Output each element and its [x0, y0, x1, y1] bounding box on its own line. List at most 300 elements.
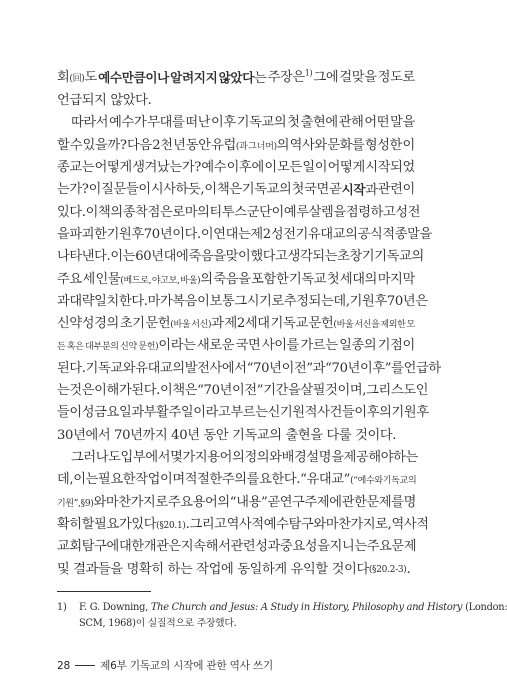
text-run: 의: [276, 138, 290, 153]
text-run: 국면: [235, 338, 261, 353]
word: [380, 315, 405, 334]
text-run: 2천: [152, 138, 173, 153]
text-run: 와: [93, 495, 106, 510]
text-run: 있다: [131, 517, 157, 532]
text-run: 관련성과: [230, 539, 281, 554]
text-run: 출현에: [300, 115, 338, 130]
body-line: [57, 181, 415, 200]
word: [282, 449, 307, 467]
word: [131, 516, 189, 535]
word: [57, 494, 81, 513]
text-run: 예수가: [109, 115, 147, 130]
word: [264, 516, 289, 535]
text-run: 첫: [326, 272, 340, 287]
word: [277, 159, 302, 177]
word: [378, 337, 415, 356]
word: [227, 159, 264, 177]
word: [267, 494, 279, 513]
text-run: 예수: [201, 160, 227, 175]
text-run: 일치한다.: [94, 294, 148, 309]
word: [292, 181, 304, 200]
text-run: 문헌: [308, 316, 334, 331]
footnote-ref: 1): [304, 68, 313, 78]
text-run: 할: [81, 517, 95, 532]
text-run: 이: [88, 182, 102, 197]
text-run: 그에: [313, 70, 339, 85]
text-run: 70년은: [386, 294, 428, 309]
word: [69, 226, 106, 244]
text-run: 군단이: [246, 205, 284, 220]
word: [325, 382, 366, 400]
text-run: 수: [69, 138, 83, 153]
body-line: [71, 114, 415, 132]
word: [57, 69, 97, 88]
word: [358, 226, 395, 244]
word: [326, 516, 392, 535]
word: [57, 404, 82, 422]
text-run: 정도로: [377, 70, 415, 85]
parenthetical-text: 대부분의: [85, 342, 119, 352]
text-run: 죽음을: [188, 249, 226, 264]
word: [226, 248, 288, 266]
body-line: [57, 226, 432, 244]
word: [89, 181, 101, 200]
word: [144, 226, 201, 244]
text-run: 년: [173, 138, 186, 153]
text-run: 마찬가지로: [105, 495, 168, 510]
word: [204, 181, 216, 200]
text-run: 질문들이: [101, 182, 151, 197]
text-run: .: [406, 562, 411, 577]
text-run: 사건들: [317, 405, 355, 420]
parenthetical-text: (바울: [333, 320, 354, 330]
text-run: 역사적: [226, 517, 264, 532]
text-run: 형성한: [364, 138, 403, 153]
word: [197, 337, 234, 356]
word: [406, 315, 414, 334]
text-run: 주장은: [267, 70, 305, 85]
word: [101, 181, 151, 200]
text-run: 주요: [167, 495, 193, 510]
word: [330, 538, 367, 556]
word: [366, 494, 403, 513]
word: [180, 271, 212, 290]
word: [94, 382, 131, 400]
running-part-title: 제6부 기독교의 시작에 관한 역사 쓰기: [100, 660, 273, 672]
parenthetical-text: 제외한: [380, 320, 406, 330]
text-run: 포함한: [251, 272, 289, 287]
text-run: 것이며,: [325, 383, 367, 398]
text-run: 기원후: [391, 405, 429, 420]
word: [339, 114, 364, 132]
text-run: 성금요일과: [81, 405, 144, 420]
text-run: 이: [200, 227, 214, 242]
word: [300, 471, 383, 490]
word: [360, 360, 404, 378]
word: [185, 114, 210, 132]
word: [106, 494, 168, 513]
text-run: 첫: [287, 115, 300, 130]
text-run: 예수: [263, 517, 289, 532]
text-run: 성전: [395, 205, 421, 220]
word: [135, 360, 185, 378]
text-run: 대한: [118, 539, 144, 554]
parenthetical-text: 그: [247, 142, 257, 152]
text-run: 그리고: [189, 517, 227, 532]
word: [313, 69, 338, 88]
text-run: 초창기: [337, 249, 375, 264]
word: [71, 449, 108, 467]
parenthetical-text: 바울): [180, 276, 201, 286]
word: [186, 137, 211, 156]
body-line: [71, 449, 418, 467]
text-run: 생겨났는가?: [132, 160, 201, 175]
footnote-1-line-1: [57, 601, 507, 615]
word: [339, 337, 376, 356]
text-run: 곧: [329, 182, 342, 197]
word: [325, 360, 360, 378]
text-run: 도: [84, 70, 97, 85]
text-run: 이후: [211, 115, 236, 130]
text-run: 배경: [281, 450, 307, 465]
word: [172, 382, 197, 400]
word: [306, 449, 343, 467]
word: [340, 271, 377, 290]
text-run: 확히: [57, 517, 82, 532]
word: [300, 382, 325, 400]
word: [383, 471, 417, 490]
text-run: 모든: [277, 160, 302, 175]
text-run: 명: [403, 495, 417, 510]
text-run: 무대를: [147, 115, 185, 130]
word: [120, 315, 145, 334]
text-run: 보통: [209, 294, 235, 309]
word: [284, 204, 346, 222]
text-run: 역사적: [391, 517, 429, 532]
text-run: 기독교의: [374, 249, 424, 264]
word: [365, 159, 415, 177]
text-run: 어떻게: [94, 160, 132, 175]
footnote-author: F. G. Downing,: [79, 602, 151, 613]
body-line: [57, 382, 429, 400]
text-run: 종교는: [57, 160, 95, 175]
text-run: 말을: [390, 115, 415, 130]
text-run: 작업이며: [135, 472, 185, 487]
text-run: 교회: [57, 539, 82, 554]
text-run: 나타낸다.: [57, 249, 111, 264]
emphasis-text: 알려지지: [170, 70, 218, 85]
word: [230, 404, 267, 422]
text-run: 신기원적: [267, 405, 318, 420]
text-run: 연대는: [213, 227, 251, 242]
word: [213, 226, 250, 244]
parenthetical-text: 서신): [191, 320, 212, 330]
text-run: “내용”: [229, 495, 268, 510]
word: [146, 315, 191, 334]
body-line: [57, 204, 421, 222]
word: [268, 404, 318, 422]
text-run: 이: [402, 138, 415, 153]
text-run: 시작되었: [365, 160, 415, 175]
word: [131, 382, 160, 400]
text-run: 시사하듯,: [150, 182, 205, 197]
text-run: 을: [57, 227, 70, 242]
word: [302, 159, 327, 177]
word: [185, 471, 222, 490]
text-run: 다음: [126, 138, 152, 153]
word: [366, 382, 428, 400]
word: [57, 360, 86, 378]
word: [230, 494, 268, 513]
text-run: 이라는: [158, 338, 196, 353]
text-run: 관한: [341, 495, 367, 510]
text-run: 세대의: [339, 272, 378, 287]
word: [82, 538, 119, 556]
text-run: 유럽: [211, 138, 236, 153]
word: [191, 315, 223, 334]
word: [189, 516, 226, 535]
word: [110, 248, 135, 266]
parenthetical-text: 신약: [120, 342, 137, 352]
word: [365, 137, 402, 156]
word: [147, 114, 184, 132]
word: [94, 516, 131, 535]
text-run: .: [185, 517, 190, 532]
word: [344, 449, 394, 467]
text-run: 예루살렘을: [283, 205, 346, 220]
text-run: 국면: [304, 182, 329, 197]
word: [390, 114, 415, 132]
word: [94, 293, 147, 311]
word: [152, 271, 180, 290]
footer-dash: [75, 665, 95, 666]
word: [82, 404, 144, 422]
word: [402, 137, 414, 156]
word: [57, 516, 82, 535]
body-line: [57, 494, 415, 513]
text-run: 30년에서 70년까지 40년 동안 기독교의 출현을 다룰 것이다.: [57, 428, 397, 443]
word: [127, 137, 152, 156]
word: [83, 137, 127, 156]
word: [135, 471, 185, 490]
parenthetical-text: (§20.1): [156, 521, 186, 531]
text-run: 몇: [170, 450, 183, 465]
word: [57, 137, 69, 156]
word: [247, 360, 282, 378]
word: [346, 204, 396, 222]
word: [290, 137, 327, 156]
text-run: 필요가: [94, 517, 132, 532]
word: [234, 293, 246, 311]
footnote-book-title: The Church and Jesus: A Study in History, Philosophy and History: [150, 602, 463, 613]
word: [160, 382, 172, 400]
word: [304, 181, 329, 200]
text-run: 과: [365, 183, 378, 198]
word: [251, 271, 288, 290]
text-run: 설명을: [306, 450, 344, 465]
word: [57, 271, 82, 290]
text-run: 초기: [119, 316, 145, 331]
text-run: “70년: [325, 361, 361, 376]
footnote-number: 1): [57, 602, 67, 613]
text-run: 요한다.: [259, 472, 301, 487]
text-run: 새로운: [197, 338, 235, 353]
text-run: 죽음을: [213, 272, 251, 287]
text-run: “유대교”: [300, 472, 351, 487]
body-line: [57, 471, 415, 490]
body-line: [57, 293, 428, 311]
word: [201, 159, 226, 177]
text-run: 이전”과: [281, 361, 326, 376]
text-run: 정의와: [244, 450, 282, 465]
word: [132, 159, 201, 177]
text-run: 탐구와: [288, 517, 326, 532]
text-run: 대략: [69, 294, 95, 309]
word: [95, 159, 132, 177]
text-run: 그러나: [71, 450, 109, 465]
word: [301, 337, 338, 356]
word: [57, 293, 69, 311]
word: [201, 226, 213, 244]
word: [354, 404, 391, 422]
word: [301, 114, 338, 132]
text-run: 어떤: [364, 115, 390, 130]
text-run: 종착점은: [122, 205, 173, 220]
text-run: 데,: [57, 472, 74, 487]
parenthetical-text: 야고보,: [151, 276, 180, 286]
word: [354, 315, 379, 334]
word: [271, 315, 308, 334]
word: [119, 538, 144, 556]
text-run: 탐구에: [81, 539, 119, 554]
word: [289, 271, 326, 290]
word: [342, 181, 378, 200]
word: [236, 337, 261, 356]
word: [395, 204, 420, 222]
word: [242, 181, 292, 200]
text-run: 부르는: [230, 405, 268, 420]
text-run: 문제를: [366, 495, 404, 510]
word: [374, 248, 424, 266]
text-run: 어떻게: [327, 160, 365, 175]
text-run: 역사와: [289, 138, 327, 153]
word: [210, 204, 247, 222]
text-run: 로마의: [172, 205, 210, 220]
word: [327, 137, 364, 156]
word: [387, 293, 428, 311]
text-run: 가르는: [300, 338, 338, 353]
word: [85, 337, 119, 356]
parenthetical-text: 문헌): [138, 342, 159, 352]
text-run: 언급되지 않았다.: [57, 93, 152, 108]
word: [123, 204, 173, 222]
body-line: [57, 69, 415, 88]
text-run: 곧: [267, 495, 280, 510]
word: [144, 538, 181, 556]
word: [263, 382, 300, 400]
word: [232, 382, 263, 400]
text-run: 이: [204, 182, 217, 197]
word: [183, 449, 208, 467]
body-line: [57, 516, 429, 535]
word: [230, 538, 280, 556]
text-run: 기독교: [270, 316, 308, 331]
body-line: [57, 360, 441, 378]
text-run: 제공해야: [343, 450, 394, 465]
text-run: 과: [57, 294, 70, 309]
word: [211, 137, 247, 156]
text-run: 이: [264, 160, 277, 175]
text-run: 가지: [182, 450, 208, 465]
text-run: 문화를: [327, 138, 365, 153]
text-run: 신약성경의: [57, 316, 119, 331]
body-line: [57, 315, 415, 334]
word: [138, 337, 195, 356]
word: [109, 114, 146, 132]
text-run: 된다.: [57, 361, 86, 376]
word: [173, 137, 185, 156]
word: [339, 69, 376, 88]
word: [262, 337, 299, 356]
word: [327, 271, 339, 290]
text-run: 세: [82, 272, 95, 287]
text-run: 주요: [57, 272, 82, 287]
body-line: [57, 248, 424, 266]
body-line: [57, 137, 415, 156]
word: [57, 382, 69, 400]
word: [404, 494, 416, 513]
word: [248, 137, 256, 156]
text-run: 살필: [300, 383, 326, 398]
word: [392, 516, 429, 535]
word: [152, 137, 172, 156]
word: [107, 226, 144, 244]
word: [57, 471, 73, 490]
text-run: 시기로: [246, 294, 284, 309]
text-run: 필요한: [98, 472, 136, 487]
text-run: 일이: [302, 160, 328, 175]
word: [98, 204, 123, 222]
word: [95, 271, 151, 290]
parenthetical-text: 혹은: [66, 342, 84, 352]
text-run: 들이: [57, 405, 82, 420]
word: [57, 337, 65, 356]
text-run: 이: [85, 205, 99, 220]
word: [135, 248, 188, 266]
text-run: 이전”: [232, 383, 264, 398]
text-run: 기원후: [349, 294, 387, 309]
text-run: 연구: [279, 495, 305, 510]
word: [257, 137, 289, 156]
text-run: 티투스: [209, 205, 247, 220]
text-run: 이후에: [226, 160, 264, 175]
word: [57, 226, 69, 244]
text-run: 종말을: [394, 227, 432, 242]
text-run: 주제에: [304, 495, 342, 510]
word: [197, 382, 232, 400]
text-run: 그: [234, 294, 247, 309]
word: [144, 404, 231, 422]
parenthetical-text: 든: [57, 342, 66, 352]
page-footer: [57, 659, 273, 673]
parenthetical-text: 모: [406, 320, 415, 330]
text-run: 일종의: [339, 338, 377, 353]
text-run: 문헌: [145, 316, 171, 331]
text-run: 부활주일이라고: [143, 405, 231, 420]
word: [317, 404, 354, 422]
word: [337, 248, 374, 266]
text-run: “70년: [197, 383, 233, 398]
